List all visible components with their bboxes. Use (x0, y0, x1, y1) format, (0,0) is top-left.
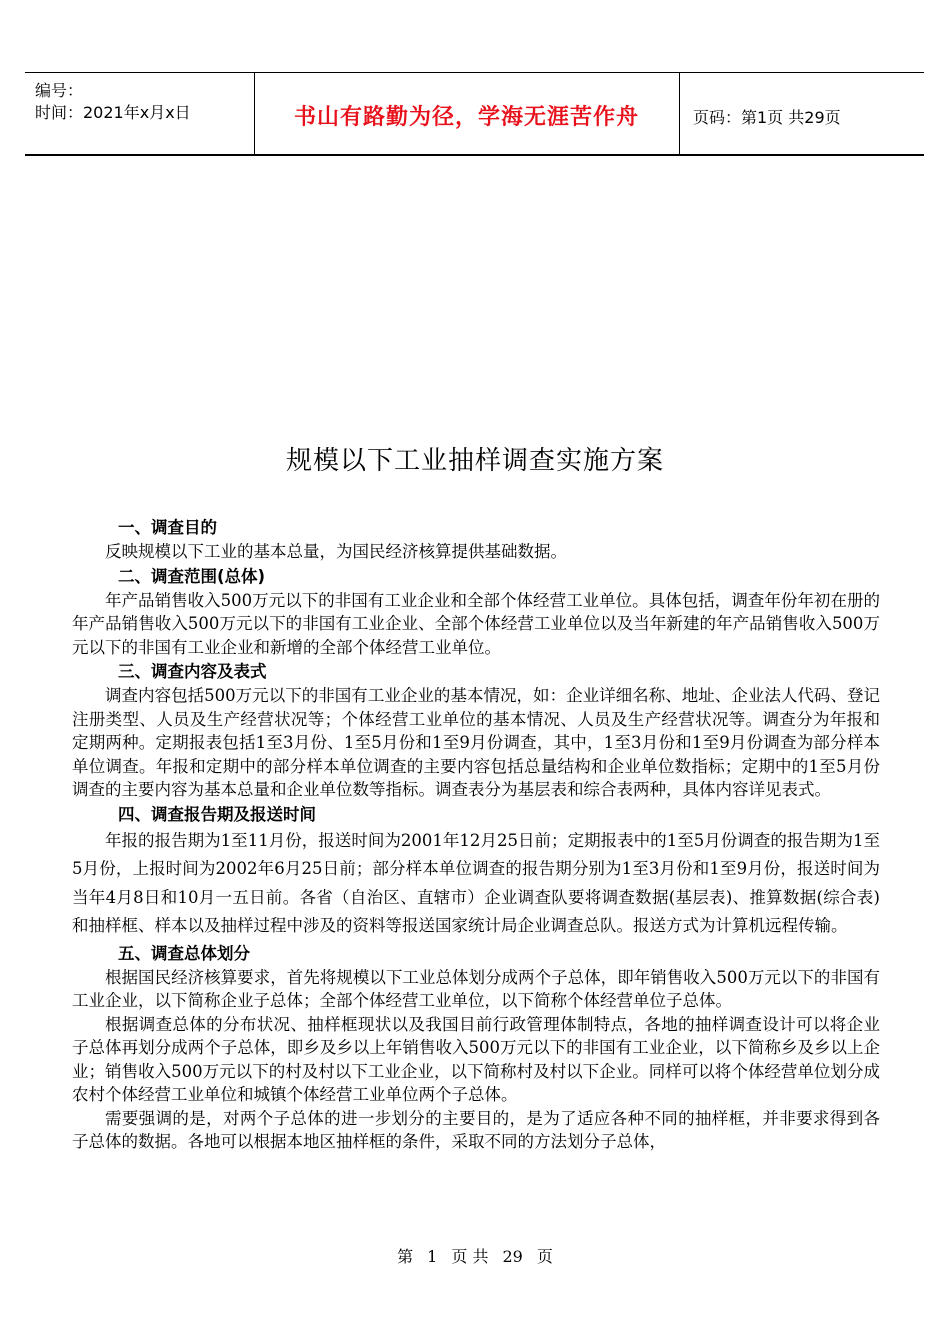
time-label: 时间：2021年x月x日 (35, 103, 191, 122)
page-header (25, 72, 924, 156)
paragraph: 年产品销售收入500万元以下的非国有工业企业和全部个体经营工业单位。具体包括，调查年份年初在册的年产品销售收入500万元以下的非国有工业企业、全部个体经营工业单位以及当年新建的年产品销售收入500万元以下的非国有工业企业和新增的全部个体经营工业单位。 (72, 590, 880, 657)
paragraph: 根据国民经济核算要求，首先将规模以下工业总体划分成两个子总体，即年销售收入500万元以下的非国有工业企业，以下简称企业子总体；全部个体经营工业单位，以下简称个体经营单位子总体。 (72, 967, 880, 1010)
header-meta (35, 80, 191, 124)
section-heading: 二、调查范围(总体) (118, 566, 266, 586)
paragraph: 需要强调的是，对两个子总体的进一步划分的主要目的，是为了适应各种不同的抽样框，并非要求得到各子总体的数据。各地可以根据本地区抽样框的条件，采取不同的方法划分子总体， (72, 1108, 880, 1151)
header-page-info: 页码：第1页 共29页 (693, 108, 841, 127)
section-population (72, 941, 880, 1154)
footer-prefix: 第 (397, 1247, 414, 1266)
header-top-rule (25, 72, 924, 73)
paragraph: 年报的报告期为1至11月份，报送时间为2001年12月25日前；定期报表中的1至5月份调查的报告期为1至5月份，上报时间为2002年6月25日前；部分样本单位调查的报告期分别为1至3月份和1至9月份，报送时间为当年4月8日和10月一五日前。各省（自治区、直辖市）企业调查队要将调查数据(基层表)、推算数据(综合表)和抽样框、样本以及抽样过程中涉及的资料等报送国家统计局企业调查总队。报送方式为计算机远程传输。 (72, 830, 880, 935)
paragraph: 调查内容包括500万元以下的非国有工业企业的基本情况，如：企业详细名称、地址、企业法人代码、登记注册类型、人员及生产经营状况等；个体经营工业单位的基本情况、人员及生产经营状况等。调查分为年报和定期两种。定期报表包括1至3月份、1至5月份和1至9月份调查，其中，1至3月份和1至9月份调查为部分样本单位调查。年报和定期中的部分样本单位调查的主要内容包括总量结构和企业单位数指标；定期中的1至5月份调查的主要内容为基本总量和企业单位数等指标。调查表分为基层表和综合表两种，具体内容详见表式。 (72, 686, 880, 799)
page-footer (0, 1244, 950, 1267)
serial-label: 编号： (35, 81, 84, 100)
document-body (72, 515, 880, 1154)
footer-suffix: 页 (536, 1247, 553, 1266)
section-heading: 四、调查报告期及报送时间 (118, 804, 316, 824)
document-title: 规模以下工业抽样调查实施方案 (285, 446, 664, 476)
header-motto: 书山有路勤为径，学海无涯苦作舟 (293, 105, 639, 130)
header-bottom-rule (25, 154, 924, 156)
footer-total-pages: 29 (502, 1247, 523, 1266)
section-heading: 五、调查总体划分 (118, 943, 250, 963)
section-purpose (72, 515, 880, 564)
section-heading: 一、调查目的 (118, 518, 217, 537)
paragraph: 反映规模以下工业的基本总量，为国民经济核算提供基础数据。 (105, 542, 567, 561)
footer-middle: 页 共 (451, 1247, 489, 1266)
section-heading: 三、调查内容及表式 (118, 662, 267, 681)
section-report-period (72, 802, 880, 941)
paragraph: 根据调查总体的分布状况、抽样框现状以及我国目前行政管理体制特点，各地的抽样调查设计可以将企业子总体再划分成两个子总体，即乡及乡以上年销售收入500万元以下的非国有工业企业，以下简称乡及乡以上企业；销售收入500万元以下的村及村以下工业企业，以下简称村及村以下企业。同样可以将个体经营单位划分成农村个体经营工业单位和城镇个体经营工业单位两个子总体。 (72, 1014, 880, 1104)
section-content (72, 659, 880, 802)
footer-page-number: 1 (427, 1247, 438, 1266)
header-divider-right (679, 72, 680, 156)
section-scope (72, 564, 880, 660)
